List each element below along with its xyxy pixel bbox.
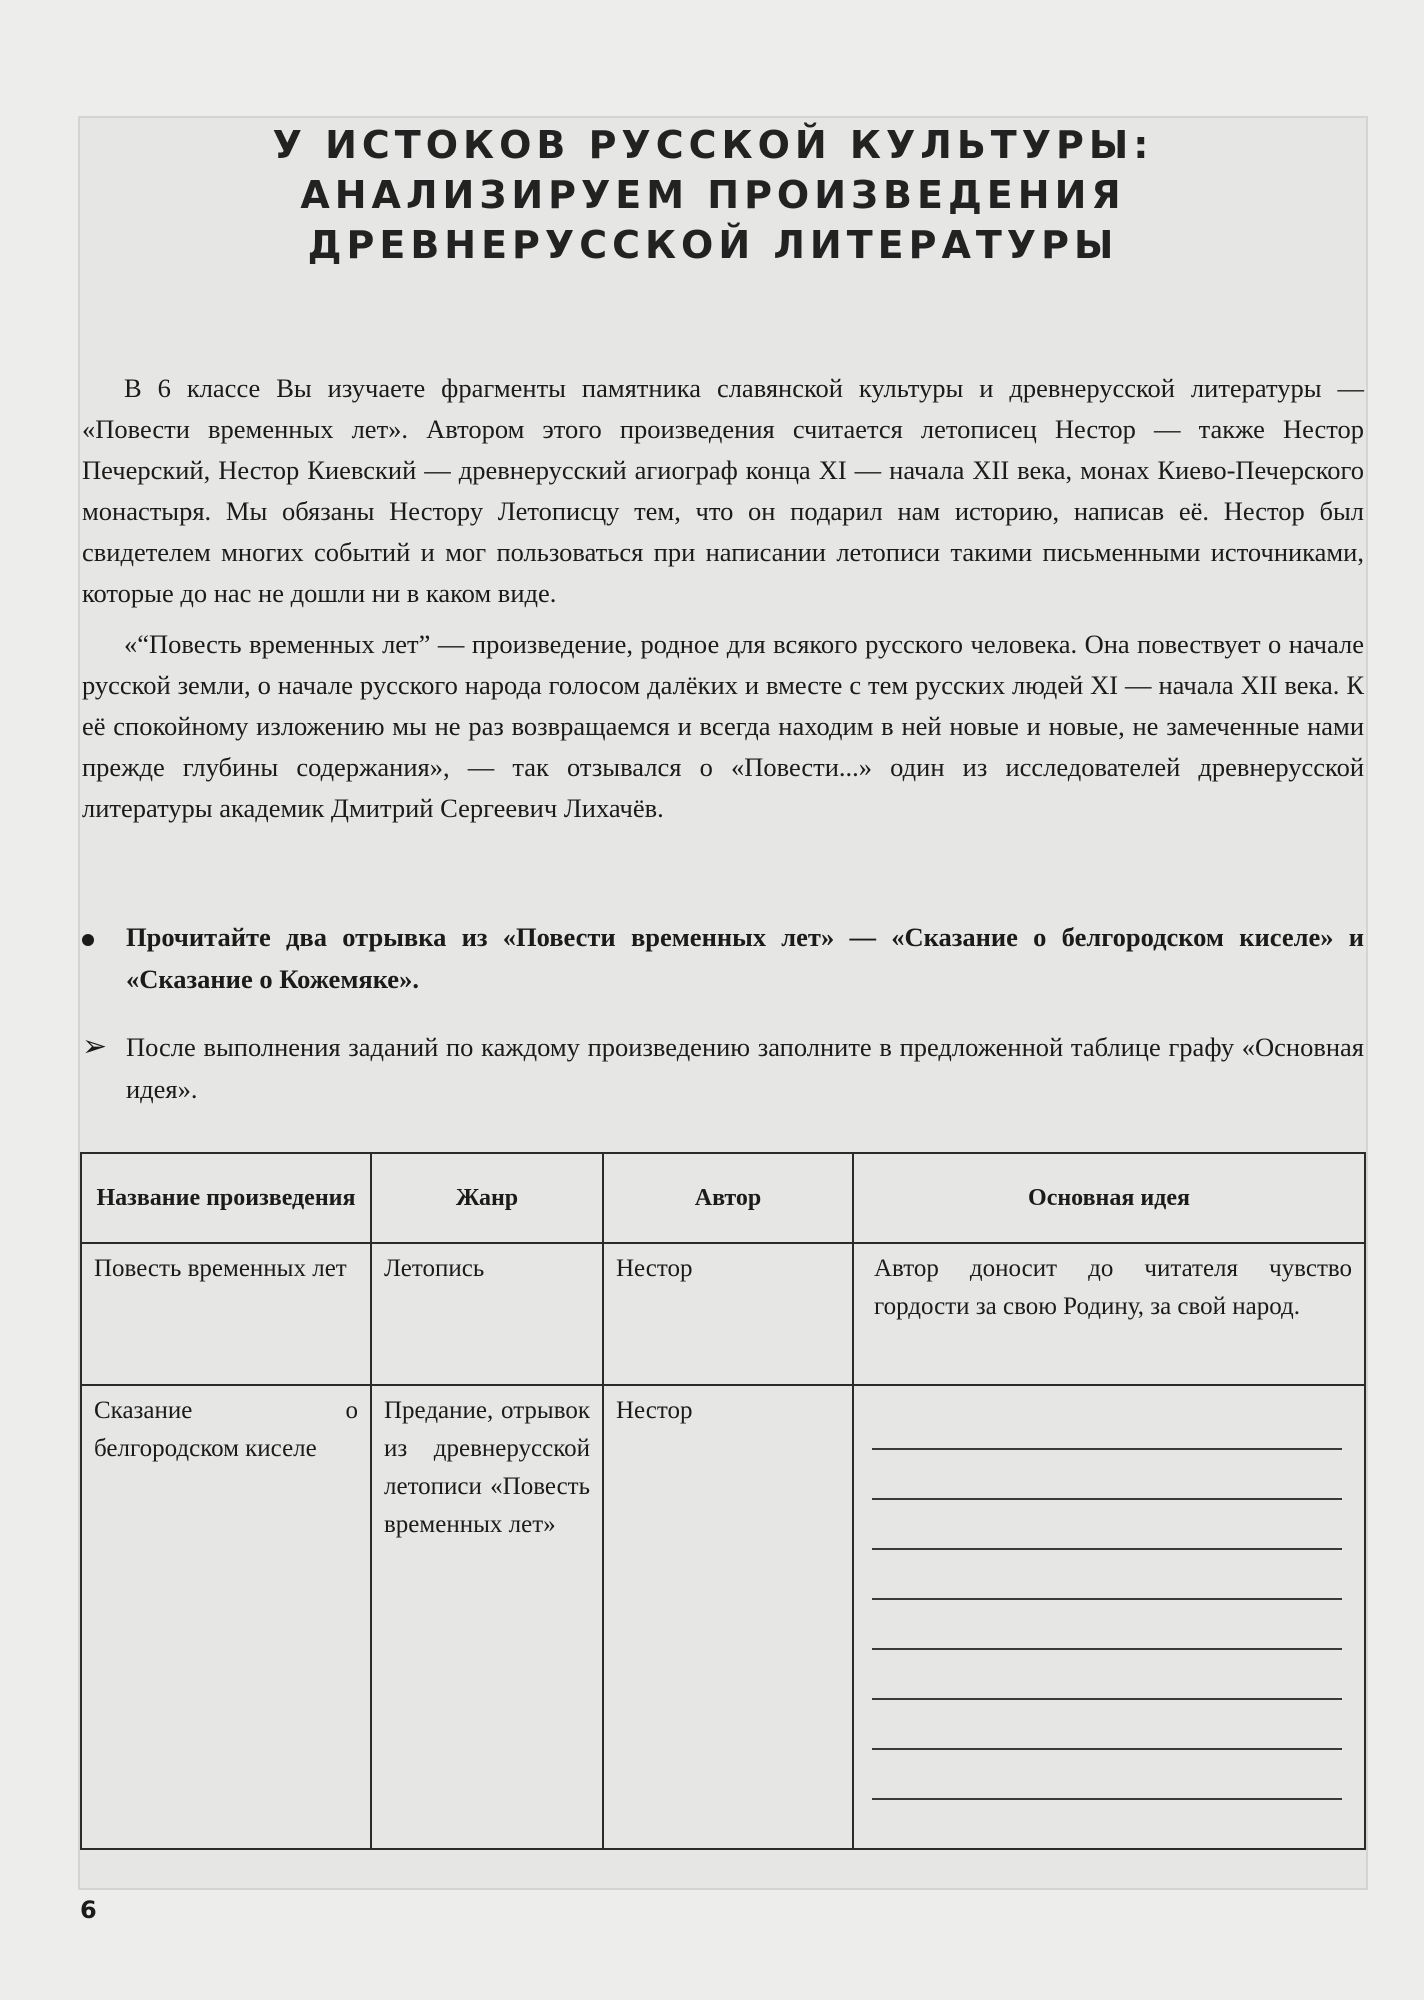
task-read (82, 916, 1364, 1000)
intro-paragraph-2: «“Повесть временных лет” — произведение, родное для всякого русского человека. Она повествует о начале русской земли, о начале русского народа голосом далёких и вместе с тем русских людей XI — начала XII века. К её спокойному изложению мы не раз возвращаемся и всегда находим в ней новые и новые, не замеченные нами прежде глубины содержания», — так отзывался о «Повести...» один из исследователей древнерусской литературы академик Дмитрий Сергеевич Лихачёв. (82, 629, 1364, 823)
answer-lines[interactable] (866, 1400, 1352, 1800)
answer-line[interactable] (872, 1500, 1342, 1550)
title-line-3: ДРЕВНЕРУССКОЙ ЛИТЕРАТУРЫ (307, 223, 1119, 267)
answer-line[interactable] (872, 1750, 1342, 1800)
title-line-1: У ИСТОКОВ РУССКОЙ КУЛЬТУРЫ: (272, 123, 1154, 167)
page-title (78, 120, 1348, 270)
cell-idea (853, 1243, 1365, 1385)
answer-line[interactable] (872, 1650, 1342, 1700)
cell-idea-answer[interactable] (853, 1385, 1365, 1849)
cell-genre: Предание, отрывок из древнерусской летописи «Повесть временных лет» (371, 1385, 603, 1849)
intro-paragraph-1: В 6 классе Вы изучаете фрагменты памятника славянской культуры и древнерусской литературы — «Повести временных лет». Автором этого произведения считается летописец Нестор — также Нестор Печерский, Нестор Киевский — древнерусский агиограф конца XI — начала XII века, монах Киево-Печерского монастыря. Мы обязаны Нестору Летописцу тем, что он подарил нам историю, написав её. Нестор был свидетелем многих событий и мог пользоваться при написании летописи такими письменными источниками, которые до нас не дошли ни в каком виде. (82, 373, 1364, 608)
arrow-right-icon: ➢ (82, 1029, 108, 1064)
cell-name: Повесть временных лет (81, 1243, 371, 1385)
header-name: Название произведения (81, 1153, 371, 1243)
table-header-row (81, 1153, 1365, 1243)
answer-line[interactable] (872, 1550, 1342, 1600)
task-fill-table (82, 1026, 1364, 1110)
page-number: 6 (80, 1896, 97, 1924)
cell-author: Нестор (603, 1243, 853, 1385)
analysis-table (80, 1152, 1366, 1850)
cell-idea-text: Автор доносит до читателя чувство гордости за свою Родину, за свой народ. (874, 1255, 1352, 1320)
task-read-text: Прочитайте два отрывка из «Повести временных лет» — «Сказание о белгородском киселе» и «Сказание о Кожемяке». (126, 922, 1364, 994)
bullet-dot-icon (82, 916, 122, 958)
answer-line[interactable] (872, 1400, 1342, 1450)
title-line-2: АНАЛИЗИРУЕМ ПРОИЗВЕДЕНИЯ (300, 173, 1126, 217)
intro-text (82, 368, 1364, 829)
cell-name: Сказание о белгородском киселе (81, 1385, 371, 1849)
answer-line[interactable] (872, 1700, 1342, 1750)
header-genre: Жанр (371, 1153, 603, 1243)
cell-author: Нестор (603, 1385, 853, 1849)
header-author: Автор (603, 1153, 853, 1243)
task-fill-table-text: После выполнения заданий по каждому произведению заполните в предложенной таблице графу «Основная идея». (126, 1032, 1364, 1104)
table-row (81, 1243, 1365, 1385)
answer-line[interactable] (872, 1600, 1342, 1650)
header-idea: Основная идея (853, 1153, 1365, 1243)
cell-genre: Летопись (371, 1243, 603, 1385)
answer-line[interactable] (872, 1450, 1342, 1500)
table-row (81, 1385, 1365, 1849)
